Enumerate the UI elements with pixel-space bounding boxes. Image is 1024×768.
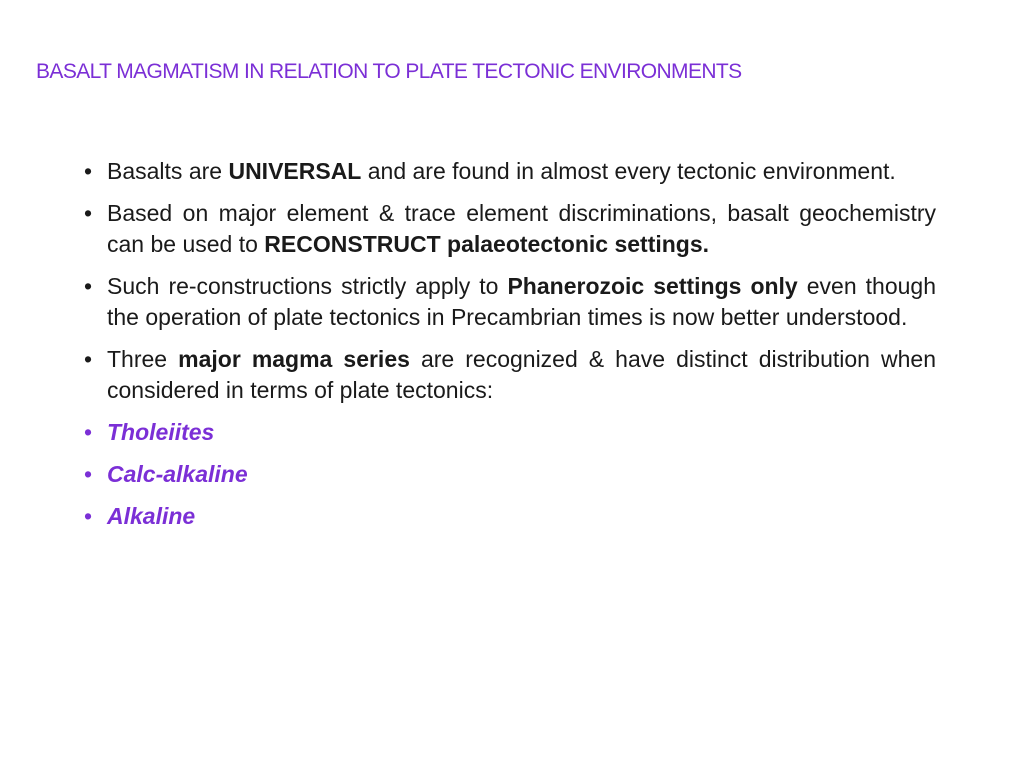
bullet-emphasis: major magma series	[178, 346, 410, 372]
bullet-marker: •	[84, 200, 93, 226]
bullet-phanerozoic	[84, 271, 936, 333]
magma-series-calc-alkaline	[84, 459, 936, 490]
bullet-emphasis: Phanerozoic settings only	[507, 273, 798, 299]
magma-series-label: Tholeiites	[107, 419, 215, 445]
bullet-text: Basalts are	[107, 158, 229, 184]
bullet-emphasis: RECONSTRUCT palaeotectonic settings.	[264, 231, 710, 257]
bullet-text: are recognized & have distinct distribution when considered in terms of plate tectonics:	[107, 346, 936, 403]
bullet-emphasis: UNIVERSAL	[228, 158, 362, 184]
bullet-list	[84, 156, 936, 543]
bullet-basalts-universal	[84, 156, 936, 187]
bullet-marker: •	[84, 419, 93, 445]
bullet-text: Based on major element & trace element discriminations, basalt geochemistry can be used to	[107, 200, 936, 257]
slide-title: BASALT MAGMATISM IN RELATION TO PLATE TECTONIC ENVIRONMENTS	[36, 60, 742, 83]
bullet-marker: •	[84, 461, 93, 487]
magma-series-label: Alkaline	[107, 503, 196, 529]
bullet-text: even though the operation of plate tectonics in Precambrian times is now better understood.	[107, 273, 936, 330]
bullet-text: Such re-constructions strictly apply to	[107, 273, 508, 299]
bullet-marker: •	[84, 346, 93, 372]
magma-series-label: Calc-alkaline	[107, 461, 248, 487]
bullet-magma-series	[84, 344, 936, 406]
bullet-marker: •	[84, 503, 93, 529]
bullet-geochemistry	[84, 198, 936, 260]
magma-series-alkaline	[84, 501, 936, 532]
magma-series-tholeiites	[84, 417, 936, 448]
bullet-marker: •	[84, 158, 93, 184]
bullet-text: Three	[107, 346, 179, 372]
bullet-text: and are found in almost every tectonic environment.	[361, 158, 896, 184]
bullet-marker: •	[84, 273, 93, 299]
